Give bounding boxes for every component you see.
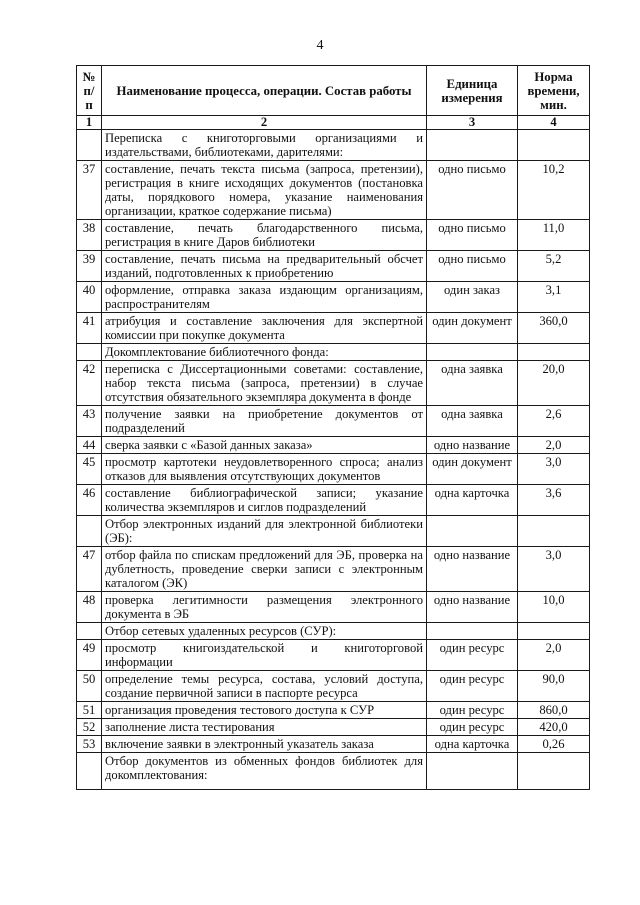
table-row <box>77 313 590 344</box>
header-name: Наименование процесса, операции. Состав работы <box>102 66 427 116</box>
operation-text: организация проведения тестового доступа к СУР <box>102 702 427 719</box>
unit-cell: одна карточка <box>427 485 518 516</box>
column-index: 1 <box>77 116 102 130</box>
row-number: 40 <box>77 282 102 313</box>
header-unit: Единица измерения <box>427 66 518 116</box>
norm-cell: 420,0 <box>518 719 590 736</box>
page-number: 4 <box>316 38 324 53</box>
unit-cell: один заказ <box>427 282 518 313</box>
norm-cell: 3,0 <box>518 547 590 592</box>
table-row <box>77 251 590 282</box>
norm-cell: 20,0 <box>518 361 590 406</box>
operation-text: составление, печать текста письма (запроса, претензии), регистрация в книге исходящих документов (постановка даты, порядкового номера, указание наименования организации, краткое содержание письма) <box>102 161 427 220</box>
norm-cell: 10,2 <box>518 161 590 220</box>
operation-text: включение заявки в электронный указатель заказа <box>102 736 427 753</box>
operation-text: проверка легитимности размещения электронного документа в ЭБ <box>102 592 427 623</box>
table-body <box>77 130 590 790</box>
header-number: № п/п <box>77 66 102 116</box>
table-row <box>77 592 590 623</box>
table-header-row <box>77 66 590 116</box>
unit-cell: одно письмо <box>427 161 518 220</box>
operation-text: просмотр картотеки неудовлетворенного спроса; анализ отказов для выявления отсутствующих документов <box>102 454 427 485</box>
norm-cell: 360,0 <box>518 313 590 344</box>
table-row <box>77 282 590 313</box>
unit-cell <box>427 753 518 790</box>
operation-text: атрибуция и составление заключения для экспертной комиссии при покупке документа <box>102 313 427 344</box>
norm-cell: 11,0 <box>518 220 590 251</box>
row-number: 51 <box>77 702 102 719</box>
section-title: Отбор сетевых удаленных ресурсов (СУР): <box>102 623 427 640</box>
table-row <box>77 671 590 702</box>
norm-cell: 3,0 <box>518 454 590 485</box>
norm-cell: 10,0 <box>518 592 590 623</box>
table-row <box>77 547 590 592</box>
operation-text: получение заявки на приобретение документов от подразделений <box>102 406 427 437</box>
table-row <box>77 161 590 220</box>
row-number <box>77 753 102 790</box>
section-row <box>77 753 590 790</box>
column-index-row <box>77 116 590 130</box>
operation-text: составление, печать благодарственного письма, регистрация в книге Даров библиотеки <box>102 220 427 251</box>
table-row <box>77 702 590 719</box>
operation-text: заполнение листа тестирования <box>102 719 427 736</box>
section-row <box>77 344 590 361</box>
section-title: Докомплектование библиотечного фонда: <box>102 344 427 361</box>
operation-text: переписка с Диссертационными советами: составление, набор текста письма (запроса, претензии) в случае отсутствия обязательного экземпляра документа в фонде <box>102 361 427 406</box>
unit-cell <box>427 516 518 547</box>
section-row <box>77 516 590 547</box>
table-row <box>77 406 590 437</box>
unit-cell: один документ <box>427 454 518 485</box>
norm-cell: 2,6 <box>518 406 590 437</box>
table-row <box>77 719 590 736</box>
row-number: 48 <box>77 592 102 623</box>
table-row <box>77 437 590 454</box>
row-number: 46 <box>77 485 102 516</box>
section-row <box>77 623 590 640</box>
unit-cell <box>427 344 518 361</box>
row-number: 42 <box>77 361 102 406</box>
norm-cell <box>518 516 590 547</box>
row-number <box>77 130 102 161</box>
operation-text: составление, печать письма на предварительный обсчет изданий, подготовленных к приобретению <box>102 251 427 282</box>
unit-cell: один ресурс <box>427 671 518 702</box>
section-title: Отбор электронных изданий для электронной библиотеки (ЭБ): <box>102 516 427 547</box>
norm-cell <box>518 130 590 161</box>
unit-cell: один ресурс <box>427 702 518 719</box>
norm-cell: 860,0 <box>518 702 590 719</box>
row-number: 45 <box>77 454 102 485</box>
row-number: 41 <box>77 313 102 344</box>
unit-cell <box>427 130 518 161</box>
unit-cell: один ресурс <box>427 640 518 671</box>
time-norms-table <box>76 65 590 790</box>
row-number: 39 <box>77 251 102 282</box>
row-number <box>77 623 102 640</box>
unit-cell: одна заявка <box>427 406 518 437</box>
row-number: 44 <box>77 437 102 454</box>
row-number: 37 <box>77 161 102 220</box>
row-number: 50 <box>77 671 102 702</box>
row-number: 52 <box>77 719 102 736</box>
row-number: 38 <box>77 220 102 251</box>
operation-text: оформление, отправка заказа издающим организациям, распространителям <box>102 282 427 313</box>
unit-cell: одна карточка <box>427 736 518 753</box>
norm-cell <box>518 623 590 640</box>
section-title: Переписка с книготорговыми организациями и издательствами, библиотеками, дарителями: <box>102 130 427 161</box>
header-norm: Норма времени, мин. <box>518 66 590 116</box>
norm-cell: 2,0 <box>518 437 590 454</box>
row-number: 53 <box>77 736 102 753</box>
norm-cell: 0,26 <box>518 736 590 753</box>
row-number <box>77 516 102 547</box>
norm-cell: 5,2 <box>518 251 590 282</box>
table-row <box>77 736 590 753</box>
unit-cell: одна заявка <box>427 361 518 406</box>
table-row <box>77 361 590 406</box>
norm-cell: 3,6 <box>518 485 590 516</box>
norm-cell <box>518 344 590 361</box>
table-row <box>77 220 590 251</box>
operation-text: отбор файла по спискам предложений для ЭБ, проверка на дублетность, проведение сверки записи с электронным каталогом (ЭК) <box>102 547 427 592</box>
column-index: 3 <box>427 116 518 130</box>
operation-text: просмотр книгоиздательской и книготорговой информации <box>102 640 427 671</box>
section-row <box>77 130 590 161</box>
operation-text: сверка заявки с «Базой данных заказа» <box>102 437 427 454</box>
unit-cell: один ресурс <box>427 719 518 736</box>
unit-cell: одно название <box>427 437 518 454</box>
unit-cell: одно письмо <box>427 251 518 282</box>
column-index: 4 <box>518 116 590 130</box>
unit-cell: одно название <box>427 592 518 623</box>
operation-text: составление библиографической записи; указание количества экземпляров и сиглов подразделений <box>102 485 427 516</box>
unit-cell: одно письмо <box>427 220 518 251</box>
row-number: 49 <box>77 640 102 671</box>
norm-cell: 90,0 <box>518 671 590 702</box>
column-index: 2 <box>102 116 427 130</box>
norm-cell: 3,1 <box>518 282 590 313</box>
norm-cell: 2,0 <box>518 640 590 671</box>
norm-cell <box>518 753 590 790</box>
table-row <box>77 454 590 485</box>
unit-cell <box>427 623 518 640</box>
section-title: Отбор документов из обменных фондов библиотек для докомплектования: <box>102 753 427 790</box>
row-number: 43 <box>77 406 102 437</box>
unit-cell: одно название <box>427 547 518 592</box>
row-number: 47 <box>77 547 102 592</box>
table-row <box>77 640 590 671</box>
unit-cell: один документ <box>427 313 518 344</box>
row-number <box>77 344 102 361</box>
operation-text: определение темы ресурса, состава, условий доступа, создание первичной записи в паспорте ресурса <box>102 671 427 702</box>
table-row <box>77 485 590 516</box>
